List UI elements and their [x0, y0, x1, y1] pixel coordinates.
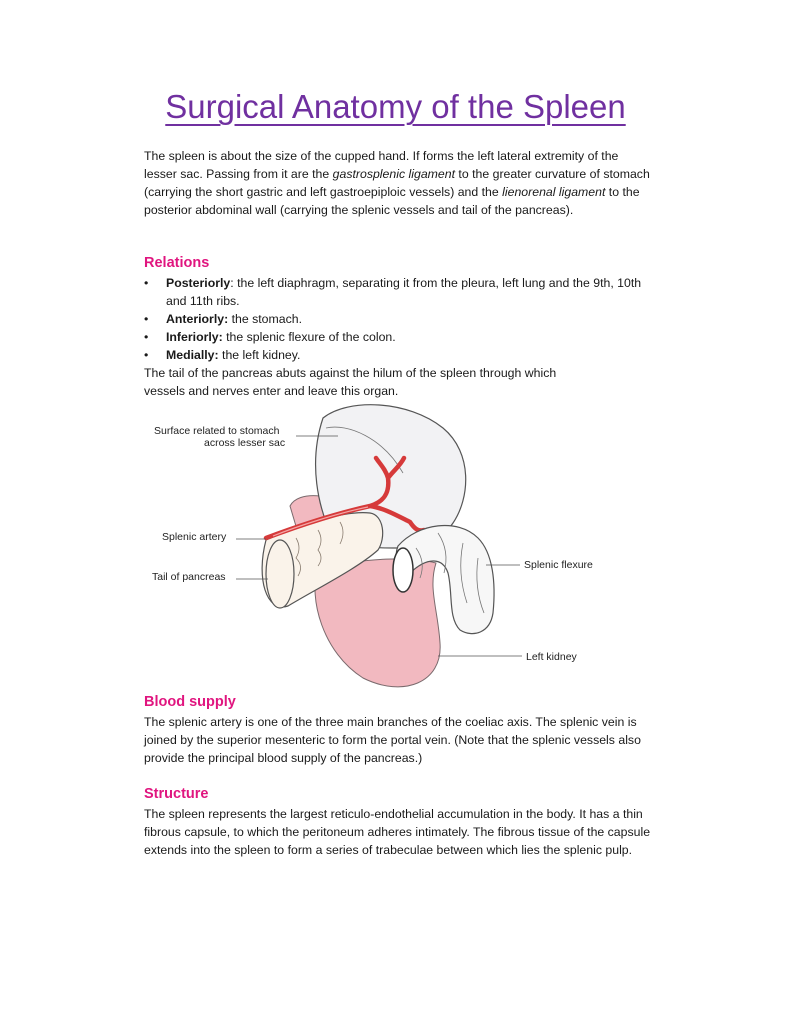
- bullet-icon: •: [144, 330, 149, 344]
- relation-term: Posteriorly: [166, 276, 231, 290]
- bullet-icon: •: [144, 348, 149, 362]
- relation-term: Medially:: [166, 348, 219, 362]
- label-surface-line1: Surface related to stomach: [154, 425, 280, 437]
- blood-supply-heading: Blood supply: [144, 694, 236, 710]
- relation-text: the left kidney.: [218, 348, 301, 362]
- intro-paragraph: [144, 147, 654, 219]
- structure-paragraph: The spleen represents the largest reticulo-endothelial accumulation in the body. It has a thin fibrous capsule, to which the peritoneum adheres intimately. The fibrous tissue of the capsule extends into the spleen to form a series of trabeculae between which lies the splenic pulp.: [144, 807, 651, 857]
- label-surface-line2: across lesser sac: [204, 437, 286, 449]
- relation-text: : the left diaphragm, separating it from the pleura, left lung and the 9th, 10th and 11th ribs.: [166, 276, 642, 308]
- hilum-paragraph: The tail of the pancreas abuts against the hilum of the spleen through which vessels and nerves enter and leave this organ.: [144, 366, 557, 398]
- gastrosplenic-ligament-term: gastrosplenic ligament: [332, 167, 455, 181]
- list-item: [144, 310, 654, 328]
- label-splenic-flexure: Splenic flexure: [524, 559, 593, 571]
- relation-term: Anteriorly:: [166, 312, 229, 326]
- pancreas-cut-end: [266, 540, 294, 608]
- intro-text-3: to the posterior abdominal wall (carrying the splenic vessels and tail of the pancreas).: [144, 185, 640, 217]
- relation-text: the splenic flexure of the colon.: [222, 330, 396, 344]
- relations-heading: Relations: [144, 255, 210, 271]
- intro-text-2: to the greater curvature of stomach (carrying the short gastric and left gastroepiploic vessels) and the: [144, 167, 650, 199]
- page-title: Surgical Anatomy of the Spleen: [165, 88, 626, 125]
- anatomy-illustration: [148, 398, 628, 690]
- list-item: [144, 274, 654, 310]
- colon-lumen: [393, 548, 413, 592]
- lienorenal-ligament-term: lienorenal ligament: [502, 185, 606, 199]
- bullet-icon: •: [144, 312, 149, 326]
- structure-heading: Structure: [144, 786, 209, 802]
- label-splenic-artery: Splenic artery: [162, 531, 227, 543]
- list-item: [144, 328, 654, 346]
- blood-supply-paragraph: The splenic artery is one of the three main branches of the coeliac axis. The splenic vein is joined by the superior mesenteric to form the portal vein. (Note that the splenic vessels also provide the principal blood supply of the pancreas.): [144, 715, 641, 765]
- relation-text: the stomach.: [228, 312, 303, 326]
- relations-list: [144, 274, 654, 364]
- label-tail-of-pancreas: Tail of pancreas: [152, 571, 226, 583]
- spleen-relations-figure: [148, 398, 628, 690]
- bullet-icon: •: [144, 276, 149, 290]
- relation-term: Inferiorly:: [166, 330, 223, 344]
- intro-text-1: The spleen is about the size of the cupped hand. If forms the left lateral extremity of the lesser sac. Passing from it are the: [144, 149, 619, 181]
- label-left-kidney: Left kidney: [526, 651, 577, 663]
- list-item: [144, 346, 654, 364]
